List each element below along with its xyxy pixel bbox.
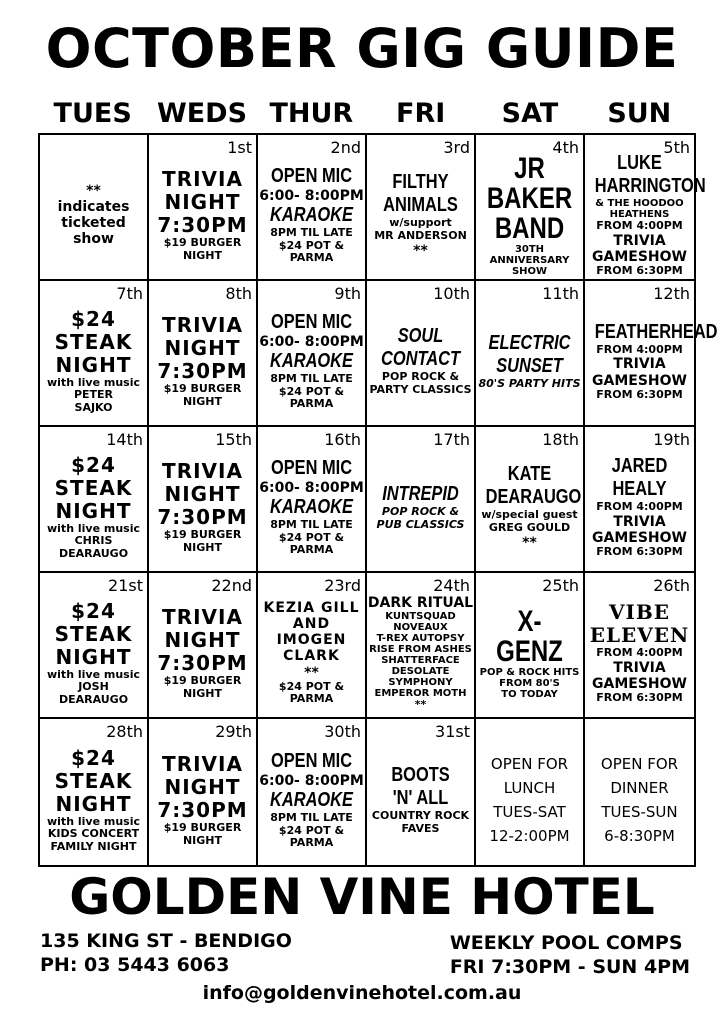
event-line: NOVEAUX	[393, 621, 448, 633]
event-line: NIGHT	[164, 774, 241, 799]
event-line: FROM 4:00PM	[596, 500, 683, 514]
event-line: TRIVIA	[162, 166, 243, 191]
calendar-cell	[149, 281, 258, 427]
event-line: VIBE	[608, 600, 671, 625]
day-header: WEDS	[156, 98, 248, 129]
cell-content	[40, 299, 147, 423]
cell-date: 17th	[433, 430, 470, 449]
calendar-cell	[585, 281, 718, 427]
event-line: TRIVIA	[613, 356, 666, 373]
page-title: OCTOBER GIG GUIDE	[45, 17, 679, 80]
day-header-row	[38, 98, 694, 129]
cell-date: 3rd	[443, 138, 470, 157]
event-line: FROM 4:00PM	[596, 219, 683, 233]
cell-date: 12th	[653, 284, 690, 303]
event-line: $24	[71, 745, 116, 770]
cell-date: 31st	[435, 722, 470, 741]
phone-number: PH: 03 5443 6063	[40, 953, 230, 976]
cell-content	[40, 591, 147, 715]
event-line: STEAK	[54, 621, 133, 646]
event-line: ticketed	[61, 215, 126, 231]
event-line: & THE HOODOO HEATHENS	[595, 198, 684, 221]
event-line: FROM 6:30PM	[596, 691, 683, 705]
event-line: w/special guest	[481, 508, 578, 522]
calendar-cell	[149, 135, 258, 281]
event-line: OPEN MIC	[270, 456, 353, 479]
event-line: GREG GOULD	[488, 520, 571, 534]
day-header: THUR	[269, 98, 354, 129]
calendar-cell	[40, 719, 149, 865]
event-line: ANIMALS	[383, 194, 458, 217]
cell-content	[258, 299, 365, 423]
event-line: SHOW	[511, 265, 548, 277]
event-line: DINNER	[610, 779, 669, 797]
event-line: DEARAUGO	[58, 692, 129, 706]
cell-date: 1st	[227, 138, 252, 157]
event-line: KATE	[507, 463, 552, 486]
calendar-cell	[585, 427, 694, 573]
day-header: FRI	[396, 98, 446, 129]
event-line: NIGHT	[164, 627, 241, 652]
event-line: HEALY	[612, 478, 667, 501]
cell-content	[40, 153, 147, 277]
event-line: DEARAUGO	[58, 546, 129, 560]
event-line: with live music	[47, 667, 140, 681]
event-line: CHRIS	[74, 534, 113, 548]
event-line: indicates	[57, 198, 130, 215]
event-line: LUKE	[617, 152, 662, 175]
cell-content	[149, 445, 256, 569]
event-line: DESOLATE SYMPHONY	[388, 665, 453, 688]
cell-content	[585, 445, 694, 569]
event-line: $24 POT & PARMA	[278, 823, 345, 850]
event-line: NIGHT	[182, 686, 223, 700]
event-line: 8PM TIL LATE	[270, 518, 353, 532]
event-line: $19 BURGER	[163, 527, 242, 541]
event-line: T-REX AUTOPSY	[376, 632, 465, 644]
event-line: 8PM TIL LATE	[270, 372, 353, 386]
event-line: CONTACT	[381, 348, 460, 371]
cell-content	[476, 153, 583, 277]
event-line: TRIVIA	[162, 604, 243, 629]
event-line: $24 POT & PARMA	[278, 384, 345, 411]
cell-content	[585, 591, 694, 715]
event-line: NIGHT	[55, 791, 132, 816]
event-line: $24	[71, 452, 116, 477]
event-line: $19 BURGER	[163, 381, 242, 395]
event-line: KEZIA GILL	[263, 600, 360, 617]
event-line: NIGHT	[164, 189, 241, 214]
event-line: 6:00- 8:00PM	[259, 333, 364, 350]
pool-comps-times: FRI 7:30PM - SUN 4PM	[449, 955, 690, 978]
event-line: 6:00- 8:00PM	[259, 772, 364, 789]
event-line: FROM 80'S	[499, 677, 560, 689]
calendar-cell	[367, 573, 476, 719]
event-line: RISE FROM ASHES	[369, 643, 472, 655]
calendar-grid	[38, 133, 718, 867]
cell-content	[476, 445, 583, 569]
cell-content	[258, 737, 365, 863]
cell-content	[40, 737, 147, 863]
event-line: PARTY CLASSICS	[369, 383, 472, 396]
event-line: OPEN MIC	[270, 164, 353, 187]
event-line: BOOTS	[391, 764, 450, 787]
cell-date: 30th	[324, 722, 361, 741]
event-line: STEAK	[54, 768, 133, 793]
event-line: NIGHT	[55, 498, 132, 523]
calendar-cell	[258, 573, 367, 719]
event-line: COUNTRY ROCK	[371, 809, 470, 823]
cell-content	[149, 591, 256, 715]
event-line: IMOGEN	[276, 632, 347, 649]
calendar-cell	[476, 427, 585, 573]
event-line: $19 BURGER	[163, 673, 242, 687]
cell-date: 7th	[116, 284, 143, 303]
event-line: $24 POT & PARMA	[278, 238, 345, 265]
cell-date: 19th	[653, 430, 690, 449]
cell-content	[367, 591, 474, 715]
cell-date: 23rd	[324, 576, 361, 595]
event-line: NIGHT	[55, 644, 132, 669]
event-line: FROM 6:30PM	[596, 264, 683, 278]
event-line: GAMESHOW	[592, 676, 687, 692]
pool-comps-block	[450, 932, 690, 980]
event-line: 7:30PM	[157, 504, 248, 529]
event-line: OPEN MIC	[270, 310, 353, 333]
event-line: 7:30PM	[157, 212, 248, 237]
event-line: 7:30PM	[157, 358, 248, 383]
event-line: STEAK	[54, 329, 133, 354]
event-line: HARRINGTON	[594, 175, 706, 198]
calendar-cell	[367, 281, 476, 427]
event-line: $24	[71, 306, 116, 331]
event-line: SUNSET	[496, 354, 563, 377]
calendar-cell	[367, 135, 476, 281]
event-line: TO TODAY	[501, 688, 558, 700]
event-line: BAND	[494, 211, 565, 245]
cell-date: 15th	[215, 430, 252, 449]
event-line: GAMESHOW	[592, 249, 687, 265]
event-line: MR ANDERSON	[374, 228, 467, 242]
cell-content	[476, 299, 583, 423]
event-line: 8PM TIL LATE	[270, 811, 353, 825]
cell-date: 21st	[108, 576, 143, 595]
event-line: TRIVIA	[613, 659, 666, 676]
calendar-cell	[585, 719, 694, 865]
event-line: $24	[71, 598, 116, 623]
event-line: TRIVIA	[162, 751, 243, 776]
cell-content	[149, 299, 256, 423]
day-header: SAT	[501, 98, 559, 129]
event-line: $19 BURGER	[163, 820, 242, 834]
calendar-cell	[40, 135, 149, 281]
event-line: JARED	[611, 455, 668, 478]
event-line: JOSH	[78, 680, 109, 694]
event-line: KARAOKE	[270, 496, 353, 519]
cell-date: 29th	[215, 722, 252, 741]
event-line: w/support	[389, 216, 452, 230]
event-line: NIGHT	[182, 394, 223, 408]
email-address: info@goldenvinehotel.com.au	[202, 982, 522, 1004]
event-line: FROM 4:00PM	[596, 646, 683, 660]
event-line: GAMESHOW	[592, 372, 687, 389]
event-line: KARAOKE	[270, 789, 353, 812]
calendar-cell	[476, 573, 585, 719]
event-line: POP & ROCK HITS	[479, 666, 580, 678]
event-line: POP ROCK &	[381, 370, 460, 384]
calendar-cell	[367, 427, 476, 573]
cell-date: 22nd	[211, 576, 252, 595]
event-line: SOUL	[397, 325, 444, 348]
event-line: KUNTSQUAD	[385, 610, 456, 622]
event-line: show	[73, 231, 114, 248]
event-line: NIGHT	[55, 352, 132, 377]
calendar-cell	[149, 427, 258, 573]
calendar-cell	[40, 573, 149, 719]
event-line: LUNCH	[503, 779, 556, 797]
cell-date: 2nd	[330, 138, 361, 157]
day-header: TUES	[53, 98, 132, 129]
event-line: $19 BURGER	[163, 235, 242, 249]
event-line: with live music	[47, 375, 140, 389]
pool-comps-title: WEEKLY POOL COMPS	[449, 932, 683, 954]
event-line: 30TH ANNIVERSARY	[489, 243, 570, 266]
cell-date: 18th	[542, 430, 579, 449]
event-line: TRIVIA	[162, 458, 243, 483]
cell-date: 25th	[542, 576, 579, 595]
event-line: **	[414, 697, 427, 711]
event-line: INTREPID	[382, 482, 459, 505]
event-line: PUB CLASSICS	[376, 517, 465, 531]
event-line: NIGHT	[182, 833, 223, 847]
event-line: FAMILY NIGHT	[50, 839, 137, 853]
cell-content	[258, 153, 365, 277]
cell-content	[476, 591, 583, 715]
cell-content	[258, 591, 365, 715]
event-line: OPEN FOR	[600, 755, 679, 773]
cell-date: 8th	[225, 284, 252, 303]
cell-content	[367, 737, 474, 863]
event-line: STEAK	[54, 475, 133, 500]
event-line: TRIVIA	[162, 312, 243, 337]
cell-content	[367, 445, 474, 569]
event-line: NIGHT	[182, 540, 223, 554]
cell-date: 5th	[663, 138, 690, 157]
event-line: NIGHT	[182, 248, 223, 262]
event-line: X-GENZ	[496, 604, 563, 668]
cell-content	[585, 299, 718, 423]
cell-date: 9th	[334, 284, 361, 303]
cell-content	[585, 152, 706, 278]
event-line: NIGHT	[164, 481, 241, 506]
event-line: EMPEROR MOTH	[374, 687, 467, 699]
event-line: TRIVIA	[613, 232, 666, 249]
event-line: KARAOKE	[270, 204, 353, 227]
calendar-cell	[585, 135, 706, 281]
event-line: SHATTERFACE	[381, 654, 460, 666]
event-line: DARK RITUAL	[367, 594, 474, 611]
address: 135 KING ST - BENDIGO	[40, 930, 292, 952]
event-line: FILTHY	[392, 171, 449, 194]
event-line: TUES-SAT	[493, 803, 566, 821]
event-line: 80'S PARTY HITS	[478, 376, 581, 390]
day-header: SUN	[607, 98, 672, 129]
cell-date: 14th	[106, 430, 143, 449]
event-line: **	[86, 182, 101, 199]
event-line: 6:00- 8:00PM	[259, 479, 364, 496]
calendar-cell	[476, 719, 585, 865]
event-line: **	[413, 242, 428, 259]
calendar-cell	[258, 719, 367, 865]
event-line: TUES-SUN	[601, 803, 678, 821]
event-line: SAJKO	[74, 400, 113, 414]
event-line: OPEN FOR	[490, 755, 569, 773]
calendar-cell	[476, 281, 585, 427]
event-line: ELECTRIC	[488, 331, 571, 354]
event-line: PETER	[73, 388, 114, 402]
cell-date: 28th	[106, 722, 143, 741]
calendar-cell	[149, 573, 258, 719]
event-line: with live music	[47, 521, 140, 535]
event-line: 12-2:00PM	[489, 827, 570, 845]
event-line: $24 POT & PARMA	[278, 530, 345, 557]
event-line: $24 POT & PARMA	[278, 679, 345, 706]
cell-content	[476, 737, 583, 863]
venue-name: GOLDEN VINE HOTEL	[69, 868, 655, 926]
event-line: FROM 6:30PM	[596, 387, 683, 401]
event-line: ELEVEN	[589, 623, 690, 648]
event-line: 'N' ALL	[392, 787, 449, 810]
calendar-cell	[258, 281, 367, 427]
cell-date: 24th	[433, 576, 470, 595]
calendar-cell	[149, 719, 258, 865]
event-line: GAMESHOW	[592, 530, 687, 546]
event-line: CLARK	[283, 648, 340, 665]
calendar-cell	[585, 573, 694, 719]
calendar-cell	[258, 427, 367, 573]
event-line: TRIVIA	[613, 513, 666, 530]
event-line: POP ROCK &	[381, 504, 460, 518]
event-line: KIDS CONCERT	[47, 827, 140, 841]
event-line: **	[522, 534, 537, 551]
event-line: AND	[292, 616, 331, 633]
cell-date: 26th	[653, 576, 690, 595]
event-line: 8PM TIL LATE	[270, 226, 353, 240]
event-line: OPEN MIC	[270, 749, 353, 772]
calendar-cell	[367, 719, 476, 865]
event-line: FROM 4:00PM	[596, 342, 683, 356]
event-line: JR BAKER	[486, 151, 573, 215]
contact-block	[40, 930, 292, 978]
event-line: FROM 6:30PM	[596, 545, 683, 559]
event-line: NIGHT	[164, 335, 241, 360]
cell-date: 10th	[433, 284, 470, 303]
event-line: with live music	[47, 814, 140, 828]
event-line: **	[304, 664, 319, 681]
cell-content	[585, 737, 694, 863]
event-line: 6-8:30PM	[604, 827, 675, 845]
calendar-cell	[40, 281, 149, 427]
calendar-cell	[258, 135, 367, 281]
cell-date: 16th	[324, 430, 361, 449]
event-line: FEATHERHEAD	[594, 320, 718, 343]
event-line: 7:30PM	[157, 650, 248, 675]
cell-content	[40, 445, 147, 569]
cell-content	[258, 445, 365, 569]
calendar-cell	[40, 427, 149, 573]
cell-content	[367, 299, 474, 423]
cell-date: 11th	[542, 284, 579, 303]
event-line: 6:00- 8:00PM	[259, 187, 364, 204]
event-line: DEARAUGO	[485, 486, 582, 509]
event-line: FAVES	[401, 822, 440, 835]
cell-content	[367, 153, 474, 277]
event-line: 7:30PM	[157, 797, 248, 822]
event-line: KARAOKE	[270, 350, 353, 373]
cell-content	[149, 153, 256, 277]
cell-date: 4th	[552, 138, 579, 157]
calendar-cell	[476, 135, 585, 281]
cell-content	[149, 737, 256, 863]
